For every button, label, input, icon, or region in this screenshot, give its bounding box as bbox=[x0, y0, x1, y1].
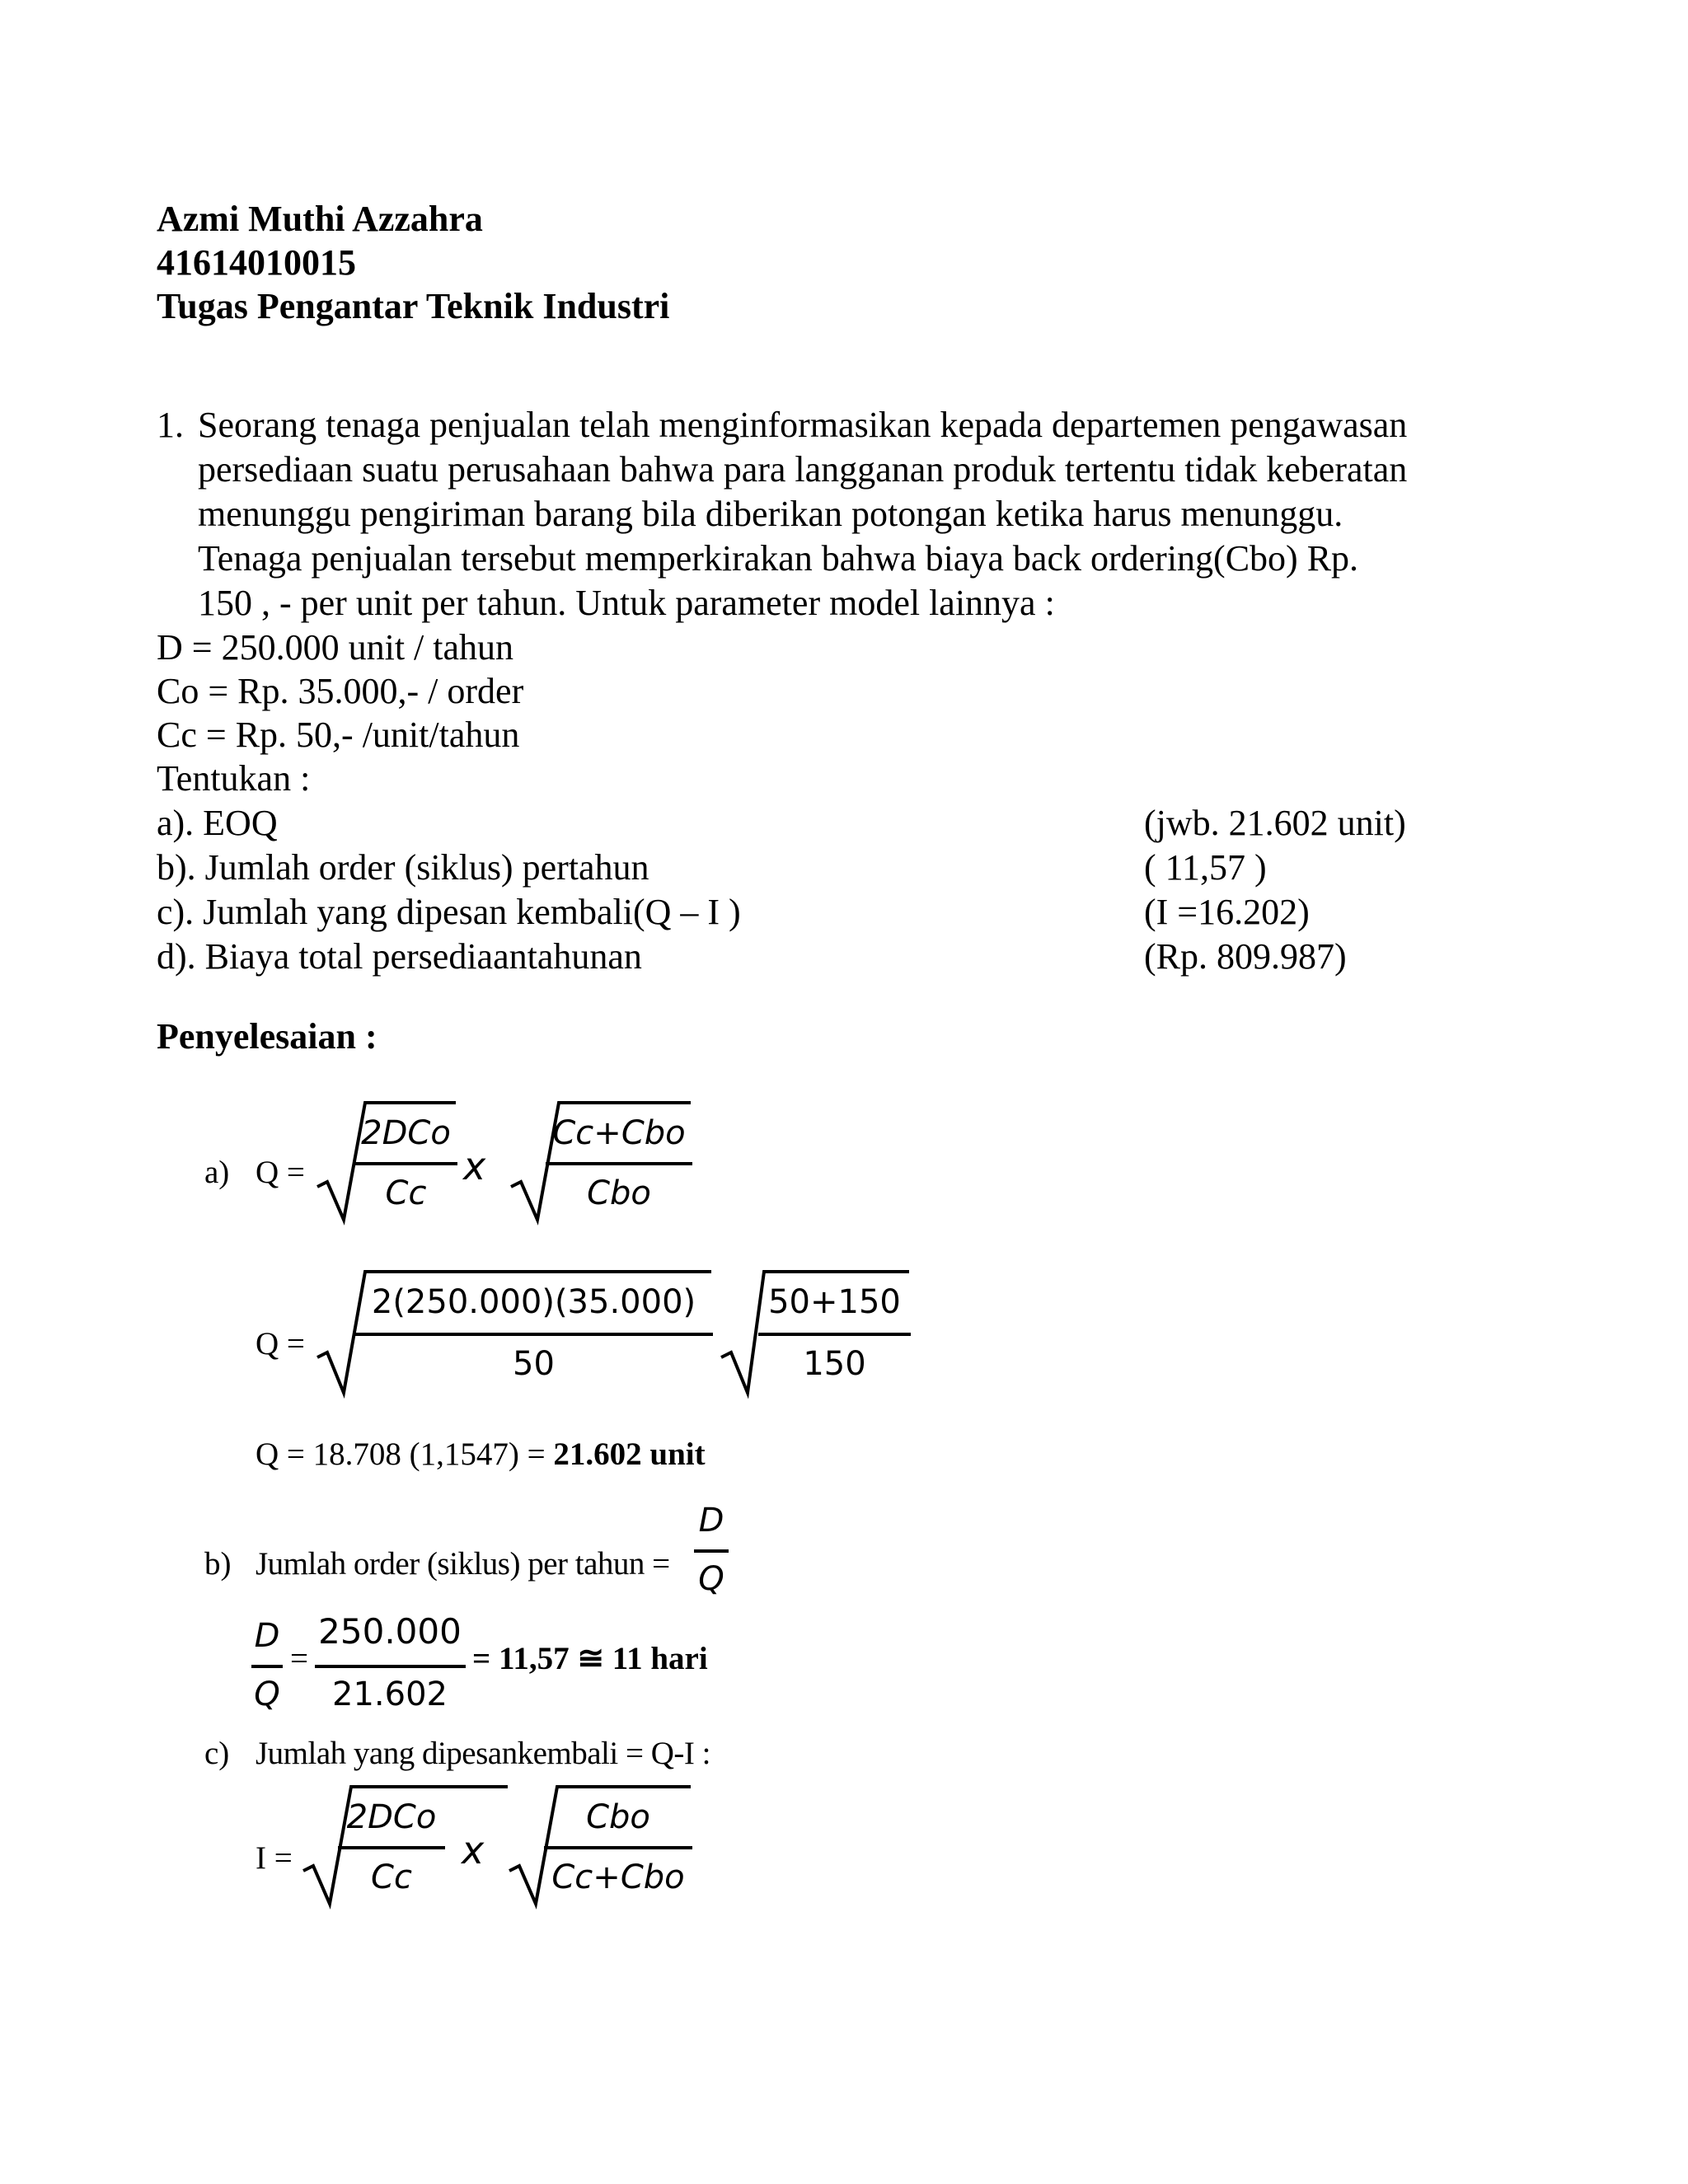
frac1-numerator: 2DCo bbox=[361, 1114, 451, 1152]
part-b-lhs-denominator: Q bbox=[254, 1675, 280, 1713]
part-b-label: b) bbox=[204, 1546, 232, 1582]
question-a: a). EOQ bbox=[157, 803, 278, 843]
frac3-denominator: 50 bbox=[513, 1345, 555, 1383]
frac3-numerator: 2(250.000)(35.000) bbox=[371, 1283, 696, 1321]
fraction-bar bbox=[354, 1162, 457, 1165]
author-name: Azmi Muthi Azzahra bbox=[157, 199, 483, 239]
frac2-denominator: Cbo bbox=[587, 1174, 651, 1212]
fraction-bar bbox=[251, 1665, 283, 1668]
frac4-denominator: 150 bbox=[803, 1345, 866, 1383]
part-b-lhs-numerator: D bbox=[254, 1617, 280, 1655]
param-demand: D = 250.000 unit / tahun bbox=[157, 627, 514, 668]
fraction-bar bbox=[544, 1846, 692, 1849]
part-a-label: a) bbox=[204, 1155, 230, 1190]
part-b-result: = 11,57 ≅ 11 hari bbox=[472, 1641, 708, 1676]
part-b-equals: = bbox=[290, 1641, 308, 1676]
times-symbol: x bbox=[463, 1144, 486, 1188]
student-id: 41614010015 bbox=[157, 242, 356, 283]
statement-line-5: 150 , - per unit per tahun. Untuk parameter model lainnya : bbox=[198, 583, 1055, 623]
part-c-text: Jumlah yang dipesankembali = Q-I : bbox=[256, 1736, 710, 1771]
frac4-numerator: 50+150 bbox=[768, 1283, 901, 1321]
fraction-bar bbox=[315, 1665, 466, 1668]
question-d: d). Biaya total persediaantahunan bbox=[157, 936, 642, 977]
frac1-denominator: Cc bbox=[385, 1174, 427, 1212]
part-c-frac2-denominator: Cc+Cbo bbox=[551, 1858, 685, 1896]
solution-heading: Penyelesaian : bbox=[157, 1016, 377, 1057]
fraction-bar bbox=[546, 1162, 692, 1165]
part-b-numerator: 250.000 bbox=[318, 1611, 462, 1652]
question-b: b). Jumlah order (siklus) pertahun bbox=[157, 847, 649, 888]
fraction-bar bbox=[338, 1846, 445, 1849]
part-c-frac1-numerator: 2DCo bbox=[346, 1798, 437, 1836]
answer-d: (Rp. 809.987) bbox=[1144, 936, 1347, 977]
fraction-bar bbox=[694, 1549, 729, 1553]
statement-line-4: Tenaga penjualan tersebut memperkirakan bahwa biaya back ordering(Cbo) Rp. bbox=[198, 538, 1359, 579]
part-b-frac-denominator: Q bbox=[698, 1560, 724, 1598]
statement-line-3: menunggu pengiriman barang bila diberikan potongan ketika harus menunggu. bbox=[198, 494, 1343, 534]
fraction-bar bbox=[354, 1333, 713, 1336]
problem-number: 1. bbox=[157, 405, 184, 445]
frac2-numerator: Cc+Cbo bbox=[552, 1114, 686, 1152]
part-b-frac-numerator: D bbox=[698, 1502, 724, 1540]
part-c-frac1-denominator: Cc bbox=[371, 1858, 412, 1896]
part-a-lhs-2: Q = bbox=[256, 1326, 305, 1361]
assignment-title: Tugas Pengantar Teknik Industri bbox=[157, 286, 670, 326]
part-c-frac2-numerator: Cbo bbox=[586, 1798, 650, 1836]
answer-c: (I =16.202) bbox=[1144, 892, 1310, 932]
part-a-result-value: 21.602 unit bbox=[553, 1436, 706, 1472]
param-order-cost: Co = Rp. 35.000,- / order bbox=[157, 671, 524, 711]
statement-line-1: Seorang tenaga penjualan telah menginformasikan kepada departemen pengawasan bbox=[198, 405, 1408, 445]
question-c: c). Jumlah yang dipesan kembali(Q – I ) bbox=[157, 892, 741, 932]
statement-line-2: persediaan suatu perusahaan bahwa para langganan produk tertentu tidak keberatan bbox=[198, 449, 1408, 490]
times-symbol: x bbox=[462, 1828, 485, 1872]
part-a-result-prefix: Q = 18.708 (1,1547) = bbox=[256, 1436, 554, 1472]
part-b-denominator: 21.602 bbox=[332, 1675, 448, 1713]
part-c-label: c) bbox=[204, 1736, 230, 1771]
answer-b: ( 11,57 ) bbox=[1144, 847, 1267, 888]
param-carrying-cost: Cc = Rp. 50,- /unit/tahun bbox=[157, 715, 520, 755]
fraction-bar bbox=[758, 1333, 911, 1336]
instruction: Tentukan : bbox=[157, 758, 311, 799]
part-c-lhs: I = bbox=[256, 1840, 293, 1876]
part-a-result bbox=[256, 1436, 706, 1473]
part-a-lhs: Q = bbox=[256, 1155, 305, 1190]
answer-a: (jwb. 21.602 unit) bbox=[1144, 803, 1406, 843]
part-b-text: Jumlah order (siklus) per tahun = bbox=[256, 1546, 670, 1582]
